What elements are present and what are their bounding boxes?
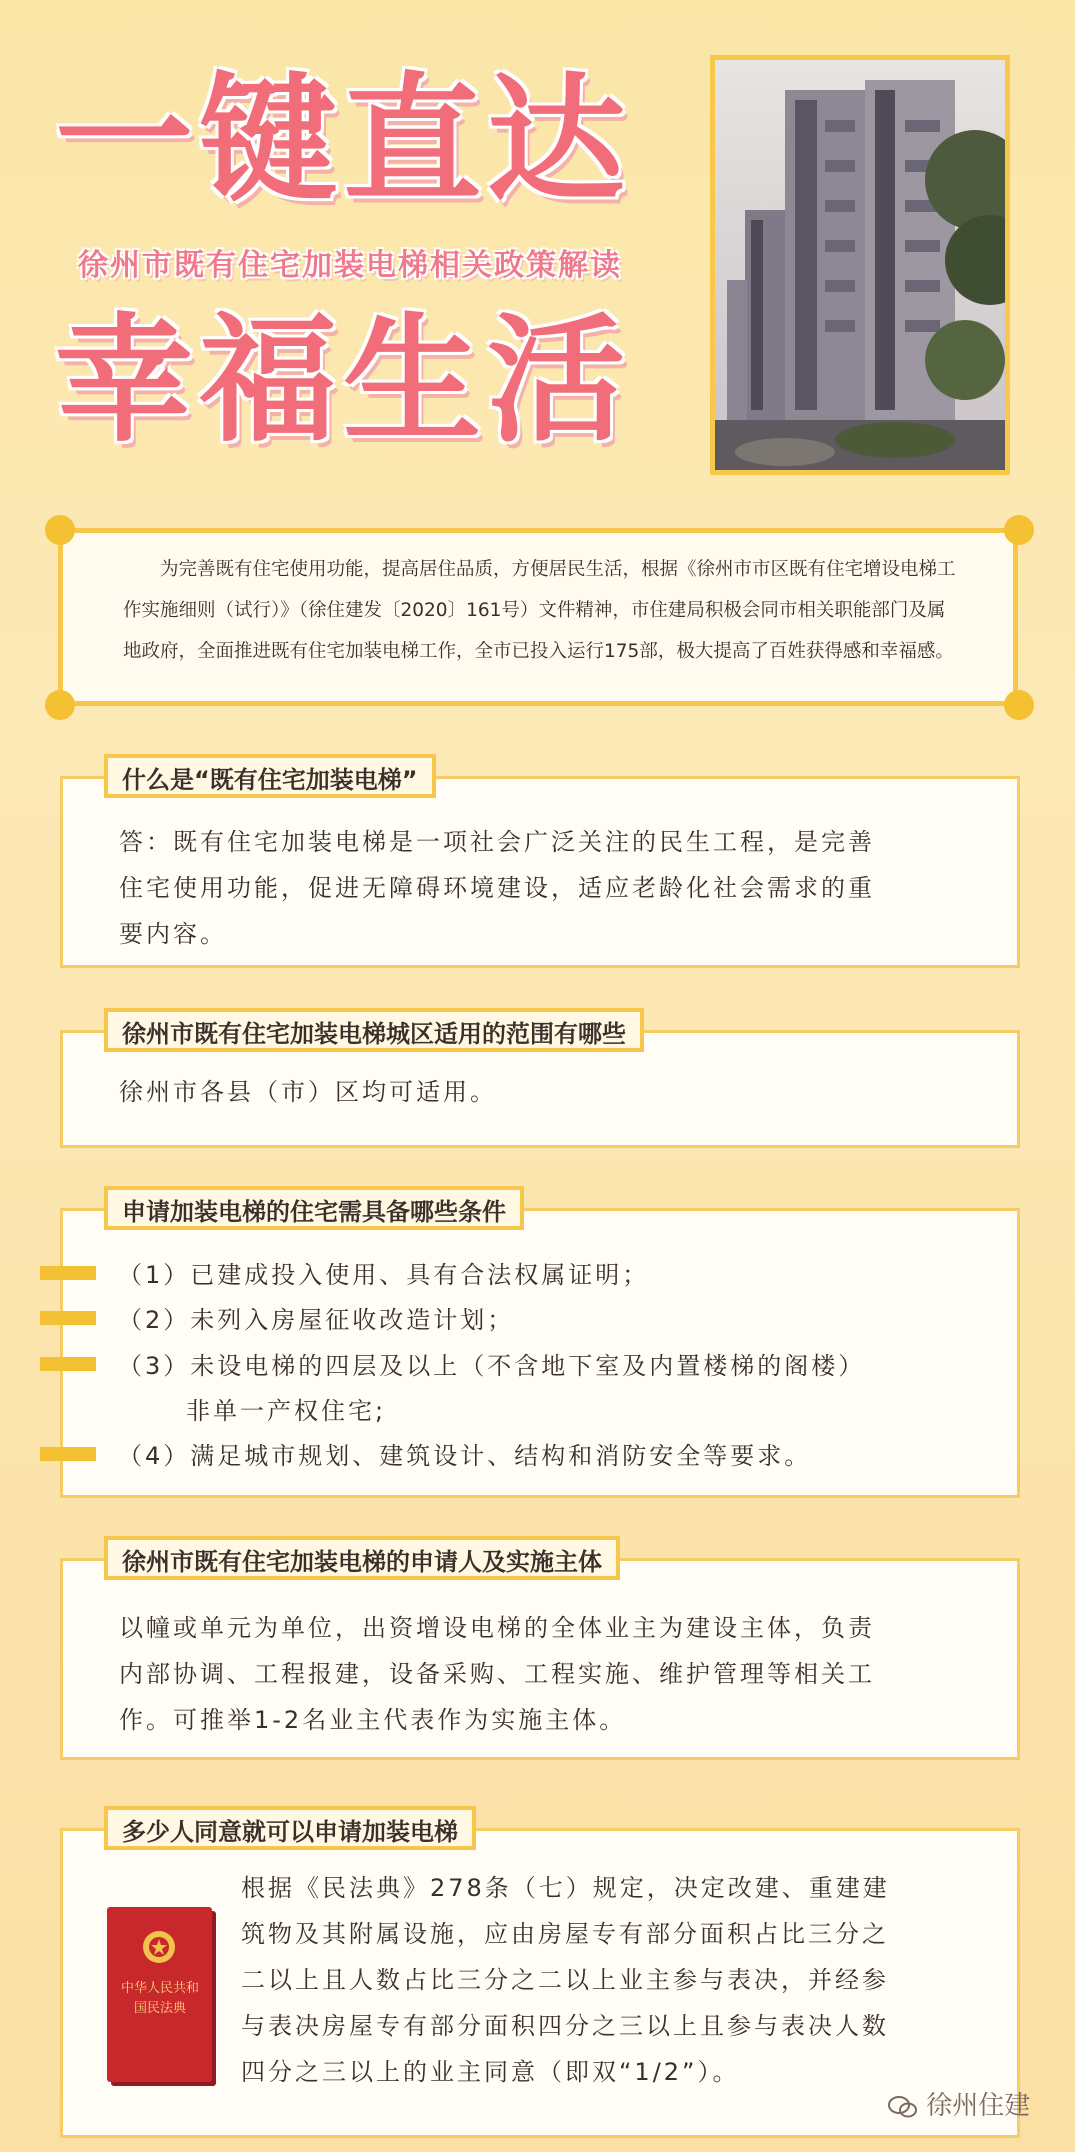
intro-box [58,528,1018,706]
civil-code-book [107,1907,212,2082]
section-line: 根据《民法典》278条（七）规定，决定改建、重建建 [241,1874,890,1902]
wechat-icon [888,2095,918,2119]
watermark-text: 徐州住建 [926,2091,1031,2121]
condition-item: （4）满足城市规划、建筑设计、结构和消防安全等要求。 [118,1442,812,1470]
emblem-icon [139,1927,179,1967]
section-line: 作。可推举1-2名业主代表作为实施主体。 [119,1706,627,1734]
book-title: 中华人民共和国民法典 [120,1981,199,2016]
list-marker [40,1311,96,1325]
list-marker [40,1447,96,1461]
intro-text: 为完善既有住宅使用功能，提高居住品质，方便居民生活，根据《徐州市市区既有住宅增设电梯工作实施细则（试行）》（徐住建发〔2020〕161号）文件精神，市住建局积极会同市相关职能部门及属地政府，全面推进既有住宅加装电梯工作，全市已投入运行175部，极大提高了百姓获得感和幸福感。 [123,559,956,662]
corner-dot [1004,515,1034,545]
section-line: 住宅使用功能，促进无障碍环境建设，适应老龄化社会需求的重 [119,874,875,902]
watermark [888,2085,1030,2122]
subtitle: 徐州市既有住宅加装电梯相关政策解读 [78,248,622,283]
section-tag-conditions: 申请加装电梯的住宅需具备哪些条件 [104,1186,524,1230]
section-line: 要内容。 [119,920,227,948]
section-line: 四分之三以上的业主同意（即双“1/2”）。 [241,2058,740,2086]
section-card-what [60,776,1020,968]
title-line-2: 幸福生活 [55,300,632,461]
condition-item: （3）未设电梯的四层及以上（不含地下室及内置楼梯的阁楼） [118,1352,866,1380]
title-line-1: 一键直达 [55,60,632,221]
section-line: 筑物及其附属设施，应由房屋专有部分面积占比三分之 [241,1920,889,1948]
building-photo [710,55,1010,475]
section-line: 徐州市各县（市）区均可适用。 [119,1078,497,1106]
section-tag-scope: 徐州市既有住宅加装电梯城区适用的范围有哪些 [104,1008,644,1052]
section-card-applicant [60,1558,1020,1760]
corner-dot [1004,690,1034,720]
section-card-consent [60,1828,1020,2138]
section-tag-what: 什么是“既有住宅加装电梯” [104,754,436,798]
corner-dot [45,515,75,545]
section-line: 以幢或单元为单位，出资增设电梯的全体业主为建设主体，负责 [119,1614,875,1642]
condition-item-continued: 非单一产权住宅; [186,1397,387,1425]
corner-dot [45,690,75,720]
condition-item: （2）未列入房屋征收改造计划； [118,1306,515,1334]
list-marker [40,1266,96,1280]
section-line: 内部协调、工程报建，设备采购、工程实施、维护管理等相关工 [119,1660,875,1688]
section-line: 二以上且人数占比三分之二以上业主参与表决，并经参 [241,1966,889,1994]
section-line: 答：既有住宅加装电梯是一项社会广泛关注的民生工程，是完善 [119,828,875,856]
section-tag-consent: 多少人同意就可以申请加装电梯 [104,1806,476,1850]
section-line: 与表决房屋专有部分面积四分之三以上且参与表决人数 [241,2012,889,2040]
condition-item: （1）已建成投入使用、具有合法权属证明； [118,1261,650,1289]
list-marker [40,1357,96,1371]
section-tag-applicant: 徐州市既有住宅加装电梯的申请人及实施主体 [104,1536,620,1580]
